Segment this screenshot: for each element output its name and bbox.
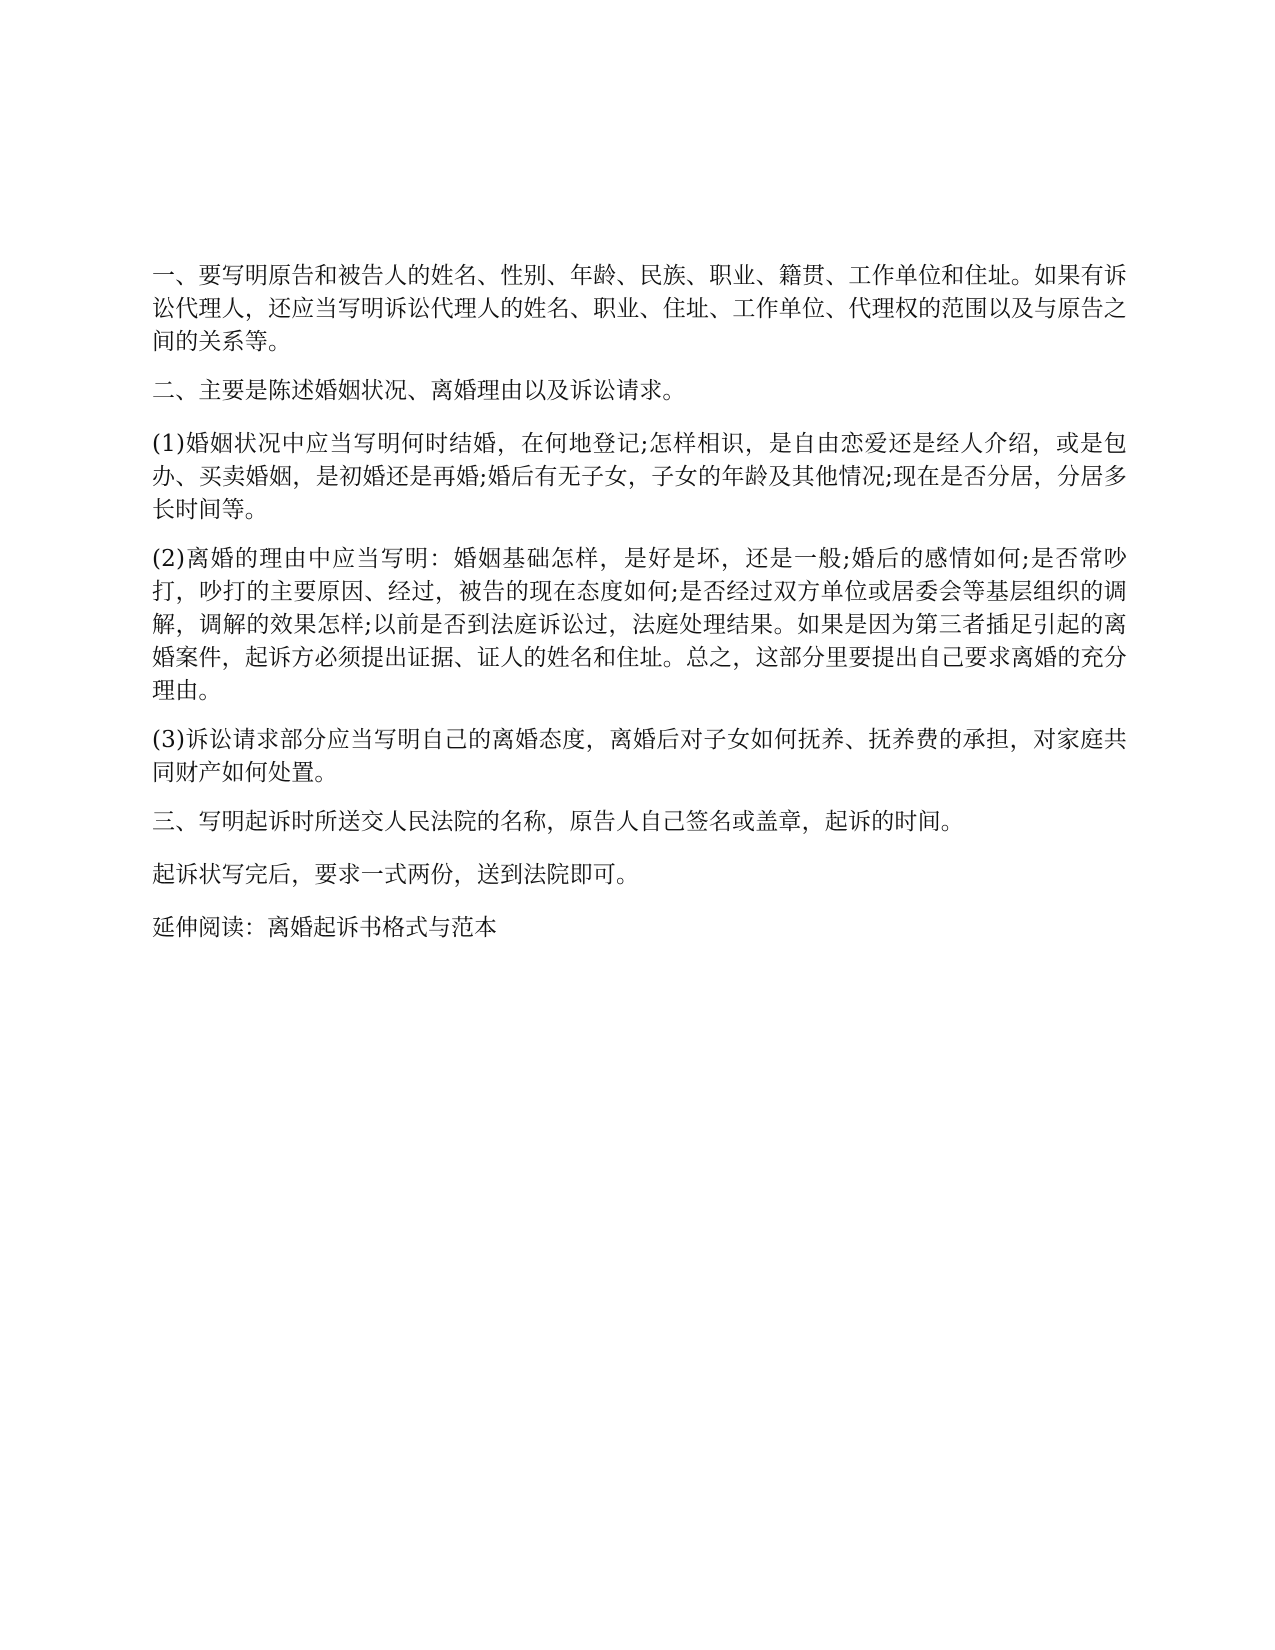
paragraph-marriage-status: (1)婚姻状况中应当写明何时结婚，在何地登记;怎样相识，是自由恋爱还是经人介绍，或是包办、买卖婚姻，是初婚还是再婚;婚后有无子女，子女的年龄及其他情况;现在是否分居，分居多长时间等。 [152,431,1127,523]
paragraph-litigation-request: (3)诉讼请求部分应当写明自己的离婚态度，离婚后对子女如何抚养、抚养费的承担，对家庭共同财产如何处置。 [152,727,1127,786]
paragraph-copies: 起诉状写完后，要求一式两份，送到法院即可。 [152,862,640,888]
extended-reading-link[interactable]: 延伸阅读：离婚起诉书格式与范本 [152,915,497,941]
paragraph-parties-info: 一、要写明原告和被告人的姓名、性别、年龄、民族、职业、籍贯、工作单位和住址。如果有诉讼代理人，还应当写明诉讼代理人的姓名、职业、住址、工作单位、代理权的范围以及与原告之间的关系等。 [152,263,1127,355]
document-body [152,260,1127,945]
paragraph-main-content: 二、主要是陈述婚姻状况、离婚理由以及诉讼请求。 [152,378,686,404]
paragraph-divorce-reasons: (2)离婚的理由中应当写明：婚姻基础怎样，是好是坏，还是一般;婚后的感情如何;是否常吵打，吵打的主要原因、经过，被告的现在态度如何;是否经过双方单位或居委会等基层组织的调解，调解的效果怎样;以前是否到法庭诉讼过，法庭处理结果。如果是因为第三者插足引起的离婚案件，起诉方必须提出证据、证人的姓名和住址。总之，这部分里要提出自己要求离婚的充分理由。 [152,546,1127,704]
paragraph-court-signature: 三、写明起诉时所送交人民法院的名称，原告人自己签名或盖章，起诉的时间。 [152,809,964,835]
